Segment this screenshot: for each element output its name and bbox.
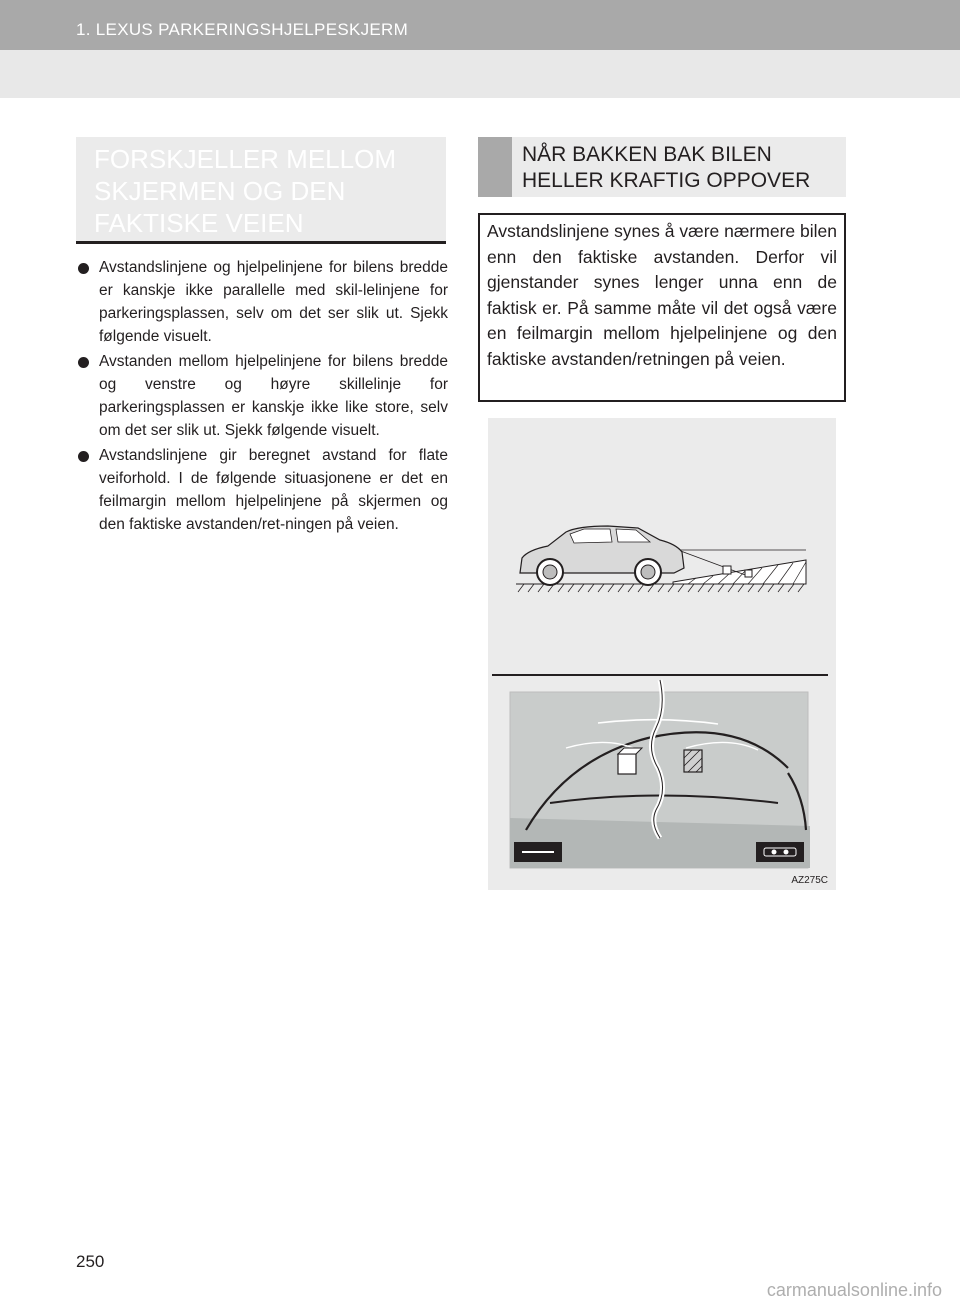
info-box: Avstandslinjene synes å være nærmere bilen enn den faktiske avstanden. Derfor vil gjenstander synes lenger unna enn de faktisk er. På samme måte vil det også være en feilmargin mellom hjelpelinjene og den faktiske avstanden/retningen på veien. [478, 213, 846, 402]
bullet-text: Avstanden mellom hjelpelinjene for bilens bredde og venstre og høyre skillelinje for parkeringsplassen er kanskje ikke like store, selv om det ser slik ut. Sjekk følgende visuelt. [99, 353, 448, 439]
bullet-item [76, 350, 448, 442]
left-section-heading [76, 137, 446, 244]
bullet-item [76, 444, 448, 536]
bullet-item [76, 256, 448, 348]
left-heading-text: FORSKJELLER MELLOM SKJERMEN OG DEN FAKTISKE VEIEN [94, 144, 396, 238]
bullet-text: Avstandslinjene gir beregnet avstand for flate veiforhold. I de følgende situasjonene er det en feilmargin mellom hjelpelinjene på skjermen og den faktiske avstanden/ret-ningen på veien. [99, 447, 448, 533]
chapter-title: 1. LEXUS PARKERINGSHJELPESKJERM [76, 20, 409, 39]
header-bar [0, 0, 960, 50]
page-number: 250 [76, 1252, 105, 1271]
bullet-text: Avstandslinjene og hjelpelinjene for bilens bredde er kanskje ikke parallelle med skil-lelinjene for parkeringsplassen, selv om det ser slik ut. Sjekk følgende visuelt. [99, 259, 448, 345]
figure-label: AZ275C [791, 875, 828, 886]
watermark: carmanualsonline.info [766, 1280, 942, 1300]
slope-diagram [488, 418, 836, 890]
header-subbar [0, 50, 960, 98]
bullet-list [76, 256, 448, 538]
right-heading-text: NÅR BAKKEN BAK BILEN HELLER KRAFTIG OPPOVER [522, 143, 811, 192]
bullet-dot-icon [78, 263, 89, 274]
bullet-dot-icon [78, 357, 89, 368]
bullet-dot-icon [78, 451, 89, 462]
slope-illustration [488, 418, 836, 890]
heading-tab [478, 137, 512, 197]
right-section-heading [478, 137, 846, 197]
